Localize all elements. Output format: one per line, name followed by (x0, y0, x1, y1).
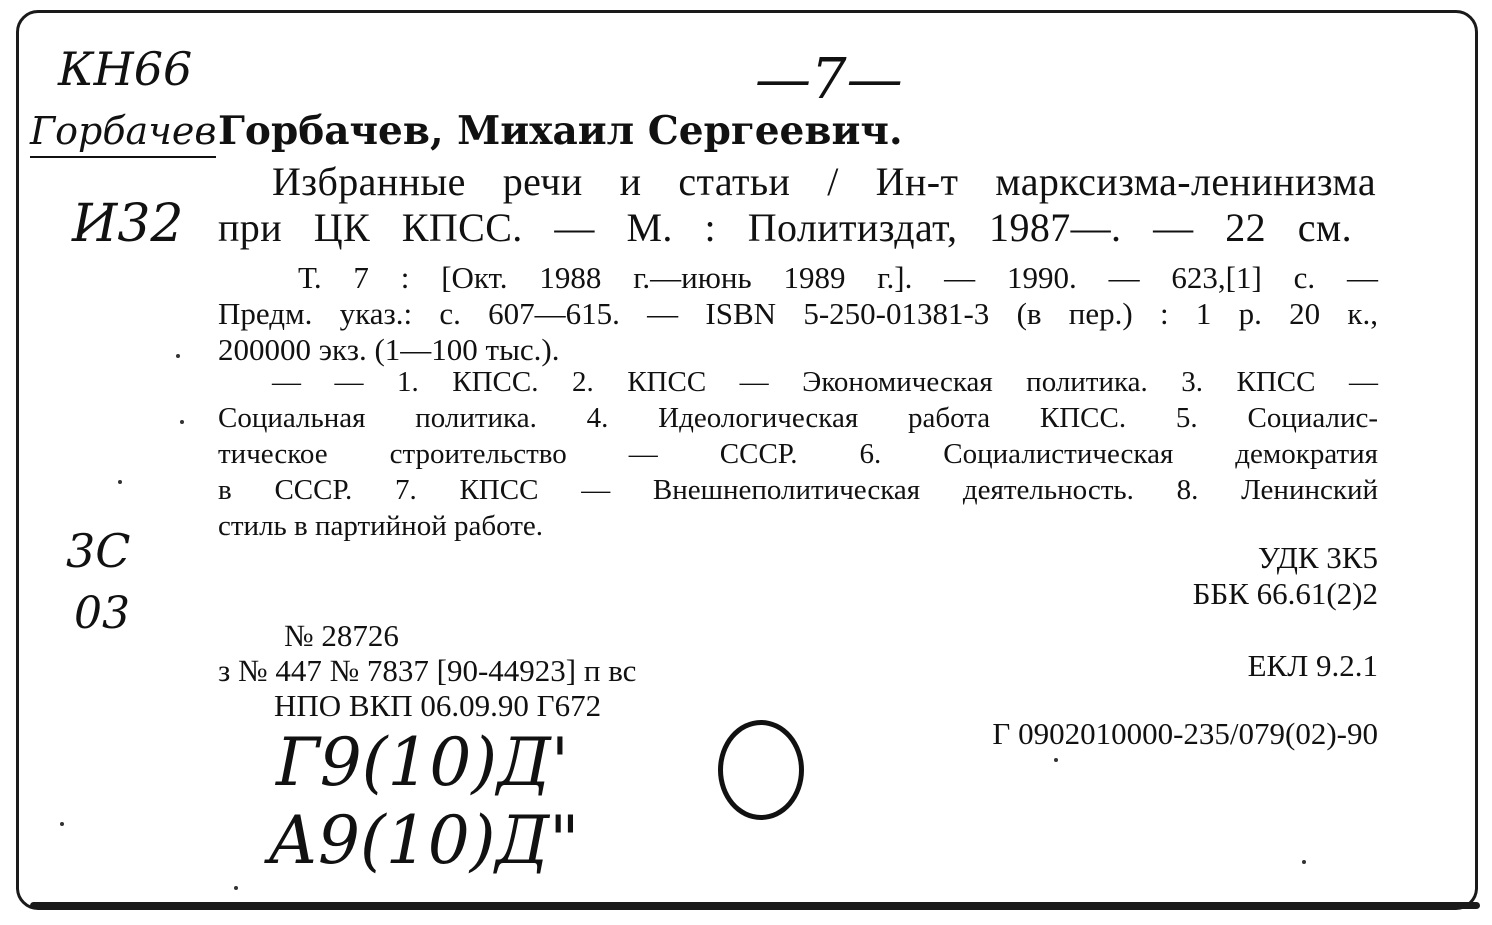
volume-line-3: 200000 экз. (1—100 тыс.). (218, 332, 560, 367)
volume-line-2: Предм. указ.: с. 607—615. — ISBN 5-250-01381-3 (в пер.) : 1 р. 20 к., (218, 296, 1378, 331)
scan-speck (234, 886, 238, 890)
card-number: № 28726 (284, 618, 399, 653)
bbk-code: ББК 66.61(2)2 (1192, 576, 1378, 611)
volume-line-1: Т. 7 : [Окт. 1988 г.—июнь 1989 г.]. — 1990. — 623,[1] с. — (298, 260, 1378, 295)
g-code: Г 0902010000-235/079(02)-90 (992, 716, 1378, 751)
printer-imprint: НПО ВКП 06.09.90 Г672 (274, 688, 602, 723)
subject-line-2: Социальная политика. 4. Идеологическая работа КПСС. 5. Социалис- (218, 402, 1378, 434)
udk-code: УДК 3К5 (1257, 540, 1378, 575)
handwritten-line-1: Г9(10)Д' (276, 724, 569, 801)
title-line-1: Избранные речи и статьи / Ин-т марксизма-ленинизма (272, 159, 1376, 204)
scan-speck (60, 822, 64, 826)
ekl-code: ЕКЛ 9.2.1 (1247, 648, 1378, 683)
title-line-2: при ЦК КПСС. — М. : Политиздат, 1987—. — 22 см. (218, 205, 1352, 250)
subject-line-4: в СССР. 7. КПСС — Внешнеполитическая деятельность. 8. Ленинский (218, 474, 1378, 506)
hand-drawn-circle (718, 720, 804, 820)
subject-line-5: стиль в партийной работе. (218, 510, 544, 542)
subject-line-3: тическое строительство — СССР. 6. Социалистическая демократия (218, 438, 1378, 470)
author-heading: Горбачев, Михаил Сергеевич. (218, 108, 903, 154)
handwritten-page-number: —7— (755, 47, 903, 112)
handwritten-shelf-mark: И32 (72, 194, 184, 254)
handwritten-code: КН66 (58, 42, 193, 96)
order-number: з № 447 № 7837 [90-44923] п вс (218, 653, 637, 688)
scan-speck (176, 354, 180, 358)
handwritten-author: Горбачев (30, 112, 216, 158)
scan-speck (180, 420, 184, 424)
handwritten-line-2: А9(10)Д" (268, 802, 580, 879)
scan-speck (1302, 860, 1306, 864)
scan-speck (118, 480, 122, 484)
handwritten-note-top: 3С (66, 524, 131, 578)
scan-speck (1054, 758, 1058, 762)
handwritten-note-bottom: 03 (74, 588, 130, 639)
subject-line-1: — — 1. КПСС. 2. КПСС — Экономическая политика. 3. КПСС — (272, 366, 1378, 398)
card-edge-shadow (30, 902, 1480, 909)
